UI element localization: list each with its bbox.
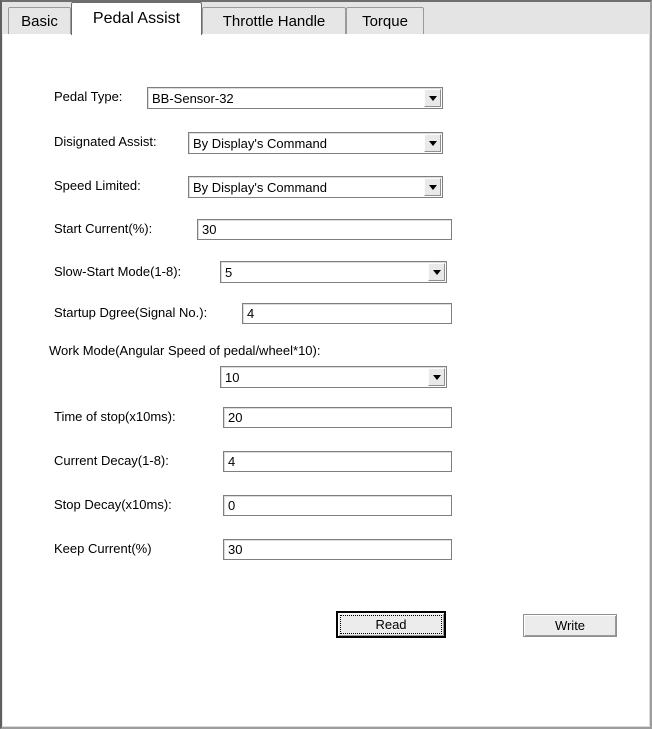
tab-strip <box>2 2 650 34</box>
chevron-down-icon <box>429 141 437 146</box>
work-mode-dropdown[interactable] <box>220 366 447 388</box>
slow-start-mode-dropdown-button[interactable] <box>428 263 445 281</box>
pedal-type-value: BB-Sensor-32 <box>152 91 234 106</box>
read-button[interactable] <box>336 611 446 638</box>
start-current-input[interactable] <box>197 219 452 240</box>
start-current-label: Start Current(%): <box>54 221 153 236</box>
tab-pedal-assist-label: Pedal Assist <box>92 10 181 27</box>
speed-limited-value: By Display's Command <box>193 180 327 195</box>
tab-torque[interactable] <box>346 7 424 34</box>
focus-rectangle <box>340 615 442 634</box>
designated-assist-label: Disignated Assist: <box>54 134 157 149</box>
work-mode-label: Work Mode(Angular Speed of pedal/wheel*10): <box>49 343 321 358</box>
pedal-type-dropdown[interactable] <box>147 87 443 109</box>
speed-limited-dropdown[interactable] <box>188 176 443 198</box>
time-of-stop-label: Time of stop(x10ms): <box>54 409 176 424</box>
designated-assist-dropdown-button[interactable] <box>424 134 441 152</box>
slow-start-mode-label: Slow-Start Mode(1-8): <box>54 264 182 279</box>
startup-dgree-input[interactable] <box>242 303 452 324</box>
chevron-down-icon <box>429 96 437 101</box>
tab-basic-label: Basic <box>21 12 58 30</box>
current-decay-input[interactable] <box>223 451 452 472</box>
tab-throttle-handle-label: Throttle Handle <box>222 12 326 30</box>
current-decay-label: Current Decay(1-8): <box>54 453 169 468</box>
tab-torque-label: Torque <box>362 12 408 30</box>
speed-limited-label: Speed Limited: <box>54 178 141 193</box>
designated-assist-value: By Display's Command <box>193 136 327 151</box>
stop-decay-input[interactable] <box>223 495 452 516</box>
tab-basic[interactable] <box>8 7 71 34</box>
slow-start-mode-value: 5 <box>225 265 233 280</box>
chevron-down-icon <box>433 270 441 275</box>
chevron-down-icon <box>433 375 441 380</box>
write-button[interactable] <box>523 614 617 637</box>
tab-throttle-handle[interactable] <box>202 7 346 34</box>
designated-assist-dropdown[interactable] <box>188 132 443 154</box>
speed-limited-dropdown-button[interactable] <box>424 178 441 196</box>
work-mode-value: 10 <box>225 370 240 385</box>
pedal-type-dropdown-button[interactable] <box>424 89 441 107</box>
slow-start-mode-dropdown[interactable] <box>220 261 447 283</box>
write-button-label: Write <box>554 618 586 633</box>
chevron-down-icon <box>429 185 437 190</box>
stop-decay-label: Stop Decay(x10ms): <box>54 497 172 512</box>
keep-current-label: Keep Current(%) <box>54 541 152 556</box>
pedal-type-label: Pedal Type: <box>54 89 123 104</box>
startup-dgree-label: Startup Dgree(Signal No.): <box>54 305 208 320</box>
tab-pedal-assist[interactable] <box>71 2 202 35</box>
keep-current-input[interactable] <box>223 539 452 560</box>
work-mode-dropdown-button[interactable] <box>428 368 445 386</box>
read-button-label: Read <box>375 617 407 632</box>
time-of-stop-input[interactable] <box>223 407 452 428</box>
